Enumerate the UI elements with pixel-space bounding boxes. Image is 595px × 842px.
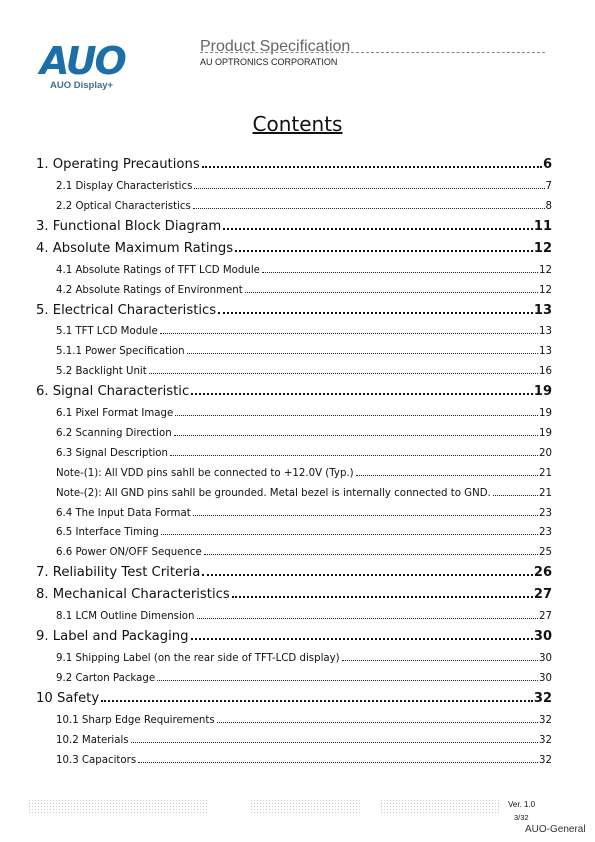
toc-section-entry[interactable] (36, 726, 552, 746)
toc-chapter-entry[interactable] (36, 212, 552, 234)
logo-mark: AUO (40, 39, 125, 83)
toc-dot-leader (194, 187, 544, 189)
toc-page-number: 30 (539, 673, 552, 685)
footer-dot-pattern-middle (250, 799, 360, 815)
toc-dot-leader (174, 434, 538, 436)
toc-dot-leader (232, 595, 533, 598)
toc-section-entry[interactable] (36, 664, 552, 684)
toc-page-number: 12 (533, 240, 552, 256)
toc-entry-title: 6. Signal Characteristic (36, 384, 190, 400)
classification-label: AUO-General (525, 824, 586, 835)
toc-dot-leader (170, 454, 538, 456)
toc-dot-leader (245, 291, 538, 293)
toc-chapter-entry[interactable] (36, 377, 552, 399)
toc-dot-leader (191, 392, 533, 395)
footer-dot-pattern-left (28, 799, 208, 815)
toc-entry-title: 2.1 Display Characteristics (56, 180, 193, 192)
toc-page-number: 25 (539, 547, 552, 559)
toc-chapter-entry[interactable] (36, 580, 552, 602)
logo-tagline: AUO Display+ (50, 80, 114, 91)
toc-dot-leader (262, 271, 538, 273)
toc-section-entry[interactable] (36, 602, 552, 622)
toc-page-number: 23 (539, 507, 552, 519)
toc-page-number: 6 (542, 157, 552, 172)
toc-dot-leader (131, 741, 538, 743)
toc-dot-leader (160, 332, 538, 334)
toc-entry-title: 8. Mechanical Characteristics (36, 587, 230, 603)
toc-page-number: 30 (533, 629, 552, 645)
toc-section-entry[interactable] (36, 192, 552, 212)
toc-chapter-entry[interactable] (36, 150, 552, 172)
toc-chapter-entry[interactable] (36, 234, 552, 256)
toc-dot-leader (157, 679, 538, 681)
toc-entry-title: 5.1 TFT LCD Module (56, 326, 158, 338)
toc-page-number: 21 (539, 487, 552, 499)
toc-page-number: 13 (533, 302, 552, 318)
toc-entry-title: 5.2 Backlight Unit (56, 366, 147, 378)
toc-page-number: 30 (539, 653, 552, 665)
toc-entry-title: 10 Safety (36, 691, 100, 707)
toc-entry-title: 10.1 Sharp Edge Requirements (56, 714, 215, 726)
toc-section-entry[interactable] (36, 419, 552, 439)
toc-page-number: 21 (539, 467, 552, 479)
toc-dot-leader (217, 721, 538, 723)
toc-section-entry[interactable] (36, 459, 552, 479)
toc-page-number: 27 (539, 611, 552, 623)
toc-entry-title: 6.2 Scanning Direction (56, 428, 172, 440)
company-logo (40, 39, 130, 98)
toc-entry-title: 6.6 Power ON/OFF Sequence (56, 547, 202, 559)
toc-entry-title: 6.5 Interface Timing (56, 527, 159, 539)
contents-heading: Contents (252, 112, 343, 136)
toc-entry-title: 6.4 The Input Data Format (56, 507, 191, 519)
toc-entry-title: Note-(1): All VDD pins sahll be connected to +12.0V (Typ.) (56, 467, 354, 479)
toc-chapter-entry[interactable] (36, 558, 552, 580)
toc-entry-title: 10.2 Materials (56, 734, 129, 746)
toc-dot-leader (493, 494, 538, 496)
toc-entry-title: 9.2 Carton Package (56, 673, 156, 685)
toc-section-entry[interactable] (36, 337, 552, 357)
toc-page-number: 13 (539, 346, 552, 358)
toc-section-entry[interactable] (36, 318, 552, 338)
toc-entry-title: 7. Reliability Test Criteria (36, 565, 201, 581)
toc-section-entry[interactable] (36, 479, 552, 499)
toc-page-number: 12 (539, 264, 552, 276)
toc-dot-leader (202, 165, 542, 168)
toc-dot-leader (193, 207, 545, 209)
toc-entry-title: Note-(2): All GND pins sahll be grounded. Metal bezel is internally connected to GND. (56, 487, 491, 499)
toc-section-entry[interactable] (36, 644, 552, 664)
toc-dot-leader (191, 637, 533, 640)
toc-page-number: 11 (533, 218, 552, 234)
toc-page-number: 23 (539, 527, 552, 539)
toc-chapter-entry[interactable] (36, 296, 552, 318)
company-name: AU OPTRONICS CORPORATION (200, 57, 338, 67)
toc-page-number: 12 (539, 284, 552, 296)
toc-dot-leader (193, 514, 538, 516)
toc-section-entry[interactable] (36, 519, 552, 539)
toc-page-number: 26 (533, 565, 552, 581)
toc-chapter-entry[interactable] (36, 622, 552, 644)
toc-page-number: 32 (539, 734, 552, 746)
toc-section-entry[interactable] (36, 256, 552, 276)
toc-chapter-entry[interactable] (36, 684, 552, 706)
version-label: Ver. 1.0 (508, 800, 536, 809)
toc-page-number: 19 (539, 428, 552, 440)
header-divider (200, 52, 545, 53)
toc-entry-title: 9. Label and Packaging (36, 629, 189, 645)
toc-dot-leader (101, 699, 533, 702)
toc-dot-leader (223, 227, 533, 230)
toc-page-number: 13 (539, 326, 552, 338)
toc-dot-leader (197, 617, 539, 619)
toc-section-entry[interactable] (36, 439, 552, 459)
toc-page-number: 32 (533, 691, 552, 707)
toc-dot-leader (204, 553, 538, 555)
toc-dot-leader (187, 352, 538, 354)
footer-dot-pattern-right (380, 799, 500, 815)
toc-section-entry[interactable] (36, 357, 552, 377)
toc-dot-leader (202, 573, 533, 576)
toc-entry-title: 3. Functional Block Diagram (36, 218, 222, 234)
toc-dot-leader (342, 659, 538, 661)
toc-dot-leader (235, 249, 533, 252)
toc-dot-leader (218, 311, 533, 314)
toc-section-entry[interactable] (36, 172, 552, 192)
toc-dot-leader (356, 474, 538, 476)
toc-page-number: 20 (539, 447, 552, 459)
toc-entry-title: 10.3 Capacitors (56, 754, 137, 766)
toc-dot-leader (138, 761, 538, 763)
toc-section-entry[interactable] (36, 746, 552, 766)
toc-entry-title: 9.1 Shipping Label (on the rear side of TFT-LCD display) (56, 653, 340, 665)
toc-dot-leader (149, 372, 538, 374)
toc-page-number: 19 (539, 408, 552, 420)
toc-entry-title: 5. Electrical Characteristics (36, 302, 217, 318)
toc-entry-title: 4. Absolute Maximum Ratings (36, 240, 234, 256)
document-title: Product Specification (200, 38, 351, 55)
toc-section-entry[interactable] (36, 499, 552, 519)
toc-section-entry[interactable] (36, 399, 552, 419)
toc-entry-title: 8.1 LCM Outline Dimension (56, 611, 195, 623)
toc-entry-title: 6.1 Pixel Format Image (56, 408, 174, 420)
toc-section-entry[interactable] (36, 538, 552, 558)
toc-entry-title: 2.2 Optical Characteristics (56, 200, 191, 212)
toc-section-entry[interactable] (36, 706, 552, 726)
table-of-contents (36, 150, 552, 766)
toc-entry-title: 5.1.1 Power Specification (56, 346, 185, 358)
toc-entry-title: 1. Operating Precautions (36, 157, 200, 172)
toc-page-number: 7 (545, 180, 552, 192)
toc-section-entry[interactable] (36, 276, 552, 296)
toc-page-number: 27 (533, 587, 552, 603)
toc-page-number: 16 (539, 366, 552, 378)
toc-dot-leader (161, 533, 538, 535)
toc-page-number: 19 (533, 384, 552, 400)
toc-entry-title: 6.3 Signal Description (56, 447, 168, 459)
toc-dot-leader (175, 414, 538, 416)
toc-entry-title: 4.1 Absolute Ratings of TFT LCD Module (56, 264, 260, 276)
toc-page-number: 32 (539, 754, 552, 766)
page-number: 3/32 (514, 813, 529, 822)
toc-page-number: 32 (539, 714, 552, 726)
toc-page-number: 8 (545, 200, 552, 212)
toc-entry-title: 4.2 Absolute Ratings of Environment (56, 284, 243, 296)
